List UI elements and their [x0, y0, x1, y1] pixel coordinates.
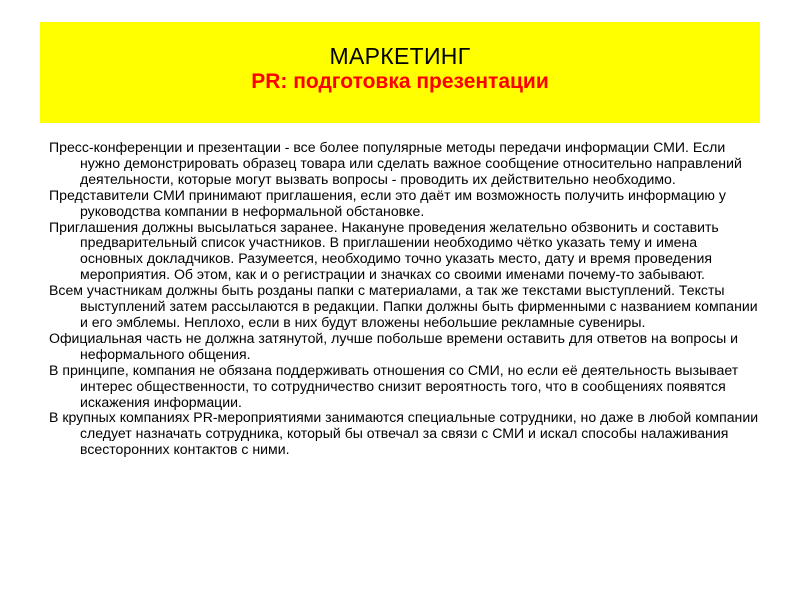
body-paragraph-3: Приглашения должны высылаться заранее. Накануне проведения желательно обзвонить и составить предварительный список участников. В приглашении необходимо чётко указать тему и имена основных докладчиков. Разумеется, необходимо точно указать место, дату и время проведения мероприятия. Об этом, как и о регистрации и значках со своими именами почему-то забывают. — [49, 218, 719, 283]
body-paragraph-1: Пресс-конференции и презентации - все более популярные методы передачи информации СМИ. Если нужно демонстрировать образец товара или сделать важное сообщение относительно направлений деятельности, которые могут вызвать вопросы - проводить их действительно необходимо. — [49, 139, 742, 187]
body-paragraph-7: В крупных компаниях PR-мероприятиями занимаются специальные сотрудники, но даже в любой компании следует назначать сотрудника, который бы отвечал за связи с СМИ и искал способы налаживания всесторонних контактов с ними. — [49, 409, 759, 458]
body-paragraph-2: Представители СМИ принимают приглашения, если это даёт им возможность получить информацию у руководства компании в неформальной обстановке. — [49, 186, 726, 219]
title-banner — [40, 22, 760, 123]
slide-title: МАРКЕТИНГ — [329, 43, 471, 69]
body-paragraph-5: Официальная часть не должна затянутой, лучше побольше времени оставить для ответов на вопросы и неформального общения. — [49, 329, 739, 362]
body-paragraph-4: Всем участникам должны быть розданы папки с материалами, а так же текстами выступлений. Тексты выступлений затем рассылаются в редакции. Папки должны быть фирменными с названием компании и его эмблемы. Неплохо, если в них будут вложены небольшие рекламные сувениры. — [49, 282, 758, 330]
body-paragraph-6: В принципе, компания не обязана поддерживать отношения со СМИ, но если её деятельность вызывает интерес общественности, то сотрудничество снизит вероятность того, что в сообщениях появятся искажения информации. — [49, 361, 739, 410]
slide-subtitle: PR: подготовка презентации — [251, 70, 549, 93]
slide-body — [49, 140, 761, 458]
